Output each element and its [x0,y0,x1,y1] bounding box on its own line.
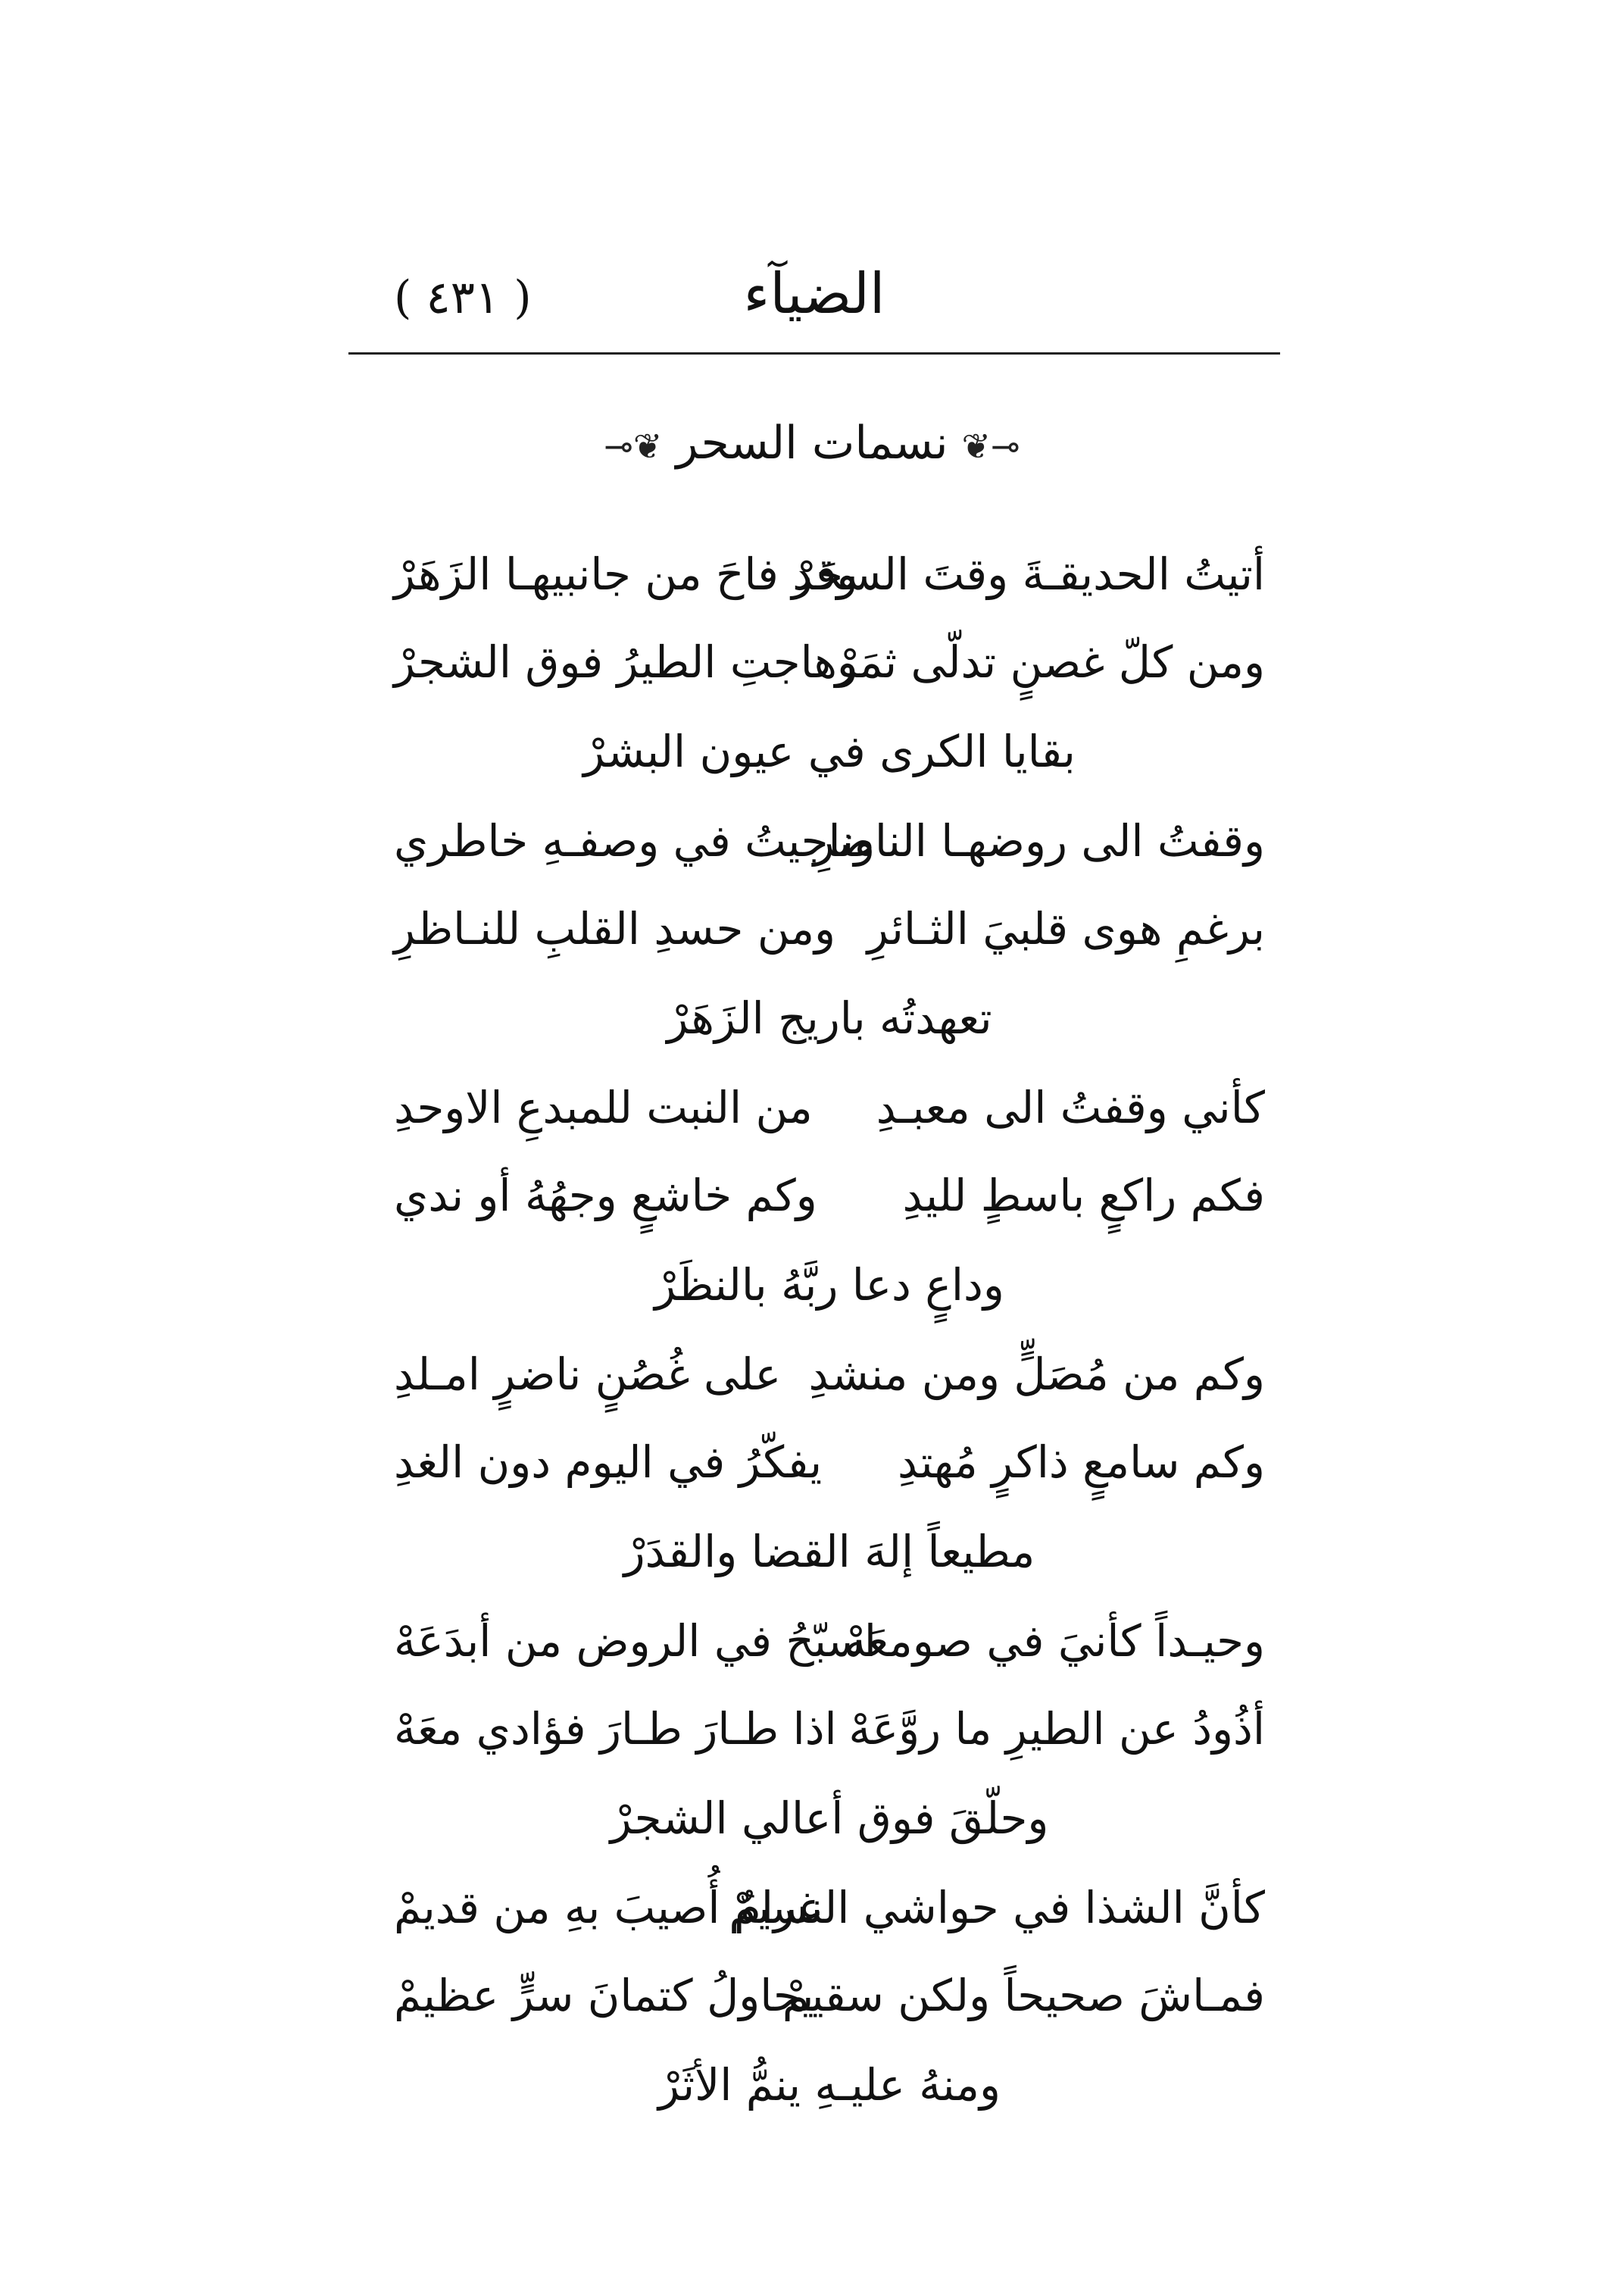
page-number: ( ٤٣١ ) [394,271,532,324]
hemistich-second: وهاجتِ الطيرُ فوق الشجرْ [394,636,858,688]
hemistich-first: وقفتُ الى روضهـا الناضرِ [813,815,1265,867]
hemistich-second: وقد فاحَ من جانبيهـا الزَهَرْ [394,549,858,600]
header-rule [348,352,1280,355]
hemistich-first: كأنَّ الشذا في حواشي النسيمْ [729,1882,1265,1933]
running-head [348,258,1280,341]
hemistich-second: اسبّحُ في الروض من أبدَعَهْ [394,1615,877,1667]
journal-title: الضيآء [743,261,885,327]
stanza [394,797,1265,1064]
verse-line [394,797,1265,885]
stanza [394,1064,1265,1330]
refrain-line: ومنهُ عليـهِ ينمُّ الأثَرْ [658,2059,1001,2111]
verse-line [394,1330,1265,1418]
refrain-line: تعهدتُه باريج الزَهَرْ [667,992,992,1044]
verse-line [394,1152,1265,1239]
hemistich-second: يفكّرُ في اليوم دون الغدِ [394,1436,823,1488]
stanza [394,1330,1265,1597]
hemistich-first: وحيـداً كأنيَ في صومعَهْ [844,1615,1265,1667]
hemistich-first: أذُودُ عن الطيرِ ما روَّعَهْ [848,1703,1265,1755]
hemistich-first: فكم راكعٍ باسطٍ لليدِ [902,1170,1265,1221]
refrain-line: وحلّقَ فوق أعالي الشجرْ [610,1792,1049,1844]
poem-title-block [0,417,1624,470]
poem-body [394,530,1265,2130]
verse-line [394,1952,1265,2039]
stanza [394,530,1265,797]
verse-line [394,618,1265,706]
hemistich-second: على غُصُنٍ ناضرٍ امـلدِ [394,1349,782,1400]
refrain-line: بقايا الكرى في عيون البشرْ [583,726,1076,777]
hemistich-first: كأني وقفتُ الى معبـدِ [876,1082,1265,1133]
poem-title: نسمات السحر [676,417,948,470]
hemistich-second: اذا طـارَ طـارَ فؤادي معَهْ [394,1703,837,1755]
stanza [394,1864,1265,2130]
ornament-left-icon: ⊸❦ [961,426,1020,467]
verse-line [394,1685,1265,1773]
hemistich-second: وكم خاشعٍ وجهُهُ أو ندي [394,1170,817,1221]
hemistich-first: فمـاشَ صحيحاً ولكن سقيمْ [782,1970,1265,2021]
hemistich-second: غرامٌ أُصيبَ بهِ من قديمْ [394,1882,821,1933]
stanza [394,1597,1265,1864]
refrain-line: مطيعاً إلهَ القضا والقدَرْ [623,1526,1035,1577]
hemistich-second: ومن حسدِ القلبِ للنـاظرِ [394,903,836,955]
hemistich-second: يحاولُ كتمانَ سرٍّ عظيمْ [394,1970,814,2021]
hemistich-second: من النبت للمبدعِ الاوحدِ [394,1082,813,1133]
verse-line [394,1864,1265,1952]
ornament-right-icon: ❦⟜ [604,426,663,467]
verse-line [394,1064,1265,1152]
verse-line [394,530,1265,618]
verse-line [394,1597,1265,1685]
hemistich-first: ومن كلّ غصنٍ تدلّى ثمَرْ [835,636,1265,688]
hemistich-first: وكم من مُصَلٍّ ومن منشدِ [808,1349,1265,1400]
refrain-line: وداعٍ دعا ربَّهُ بالنظَرْ [654,1259,1004,1311]
hemistich-first: وكم سامعٍ ذاكرٍ مُهتدِ [897,1436,1265,1488]
hemistich-first: برغمِ هوى قلبيَ الثـائرِ [867,903,1265,955]
hemistich-second: وناجيتُ في وصفـهِ خاطري [394,815,876,867]
verse-line [394,1418,1265,1506]
verse-line [394,885,1265,973]
hemistich-first: أتيتُ الحديقـةَ وقتَ السحَرْ [792,549,1265,600]
